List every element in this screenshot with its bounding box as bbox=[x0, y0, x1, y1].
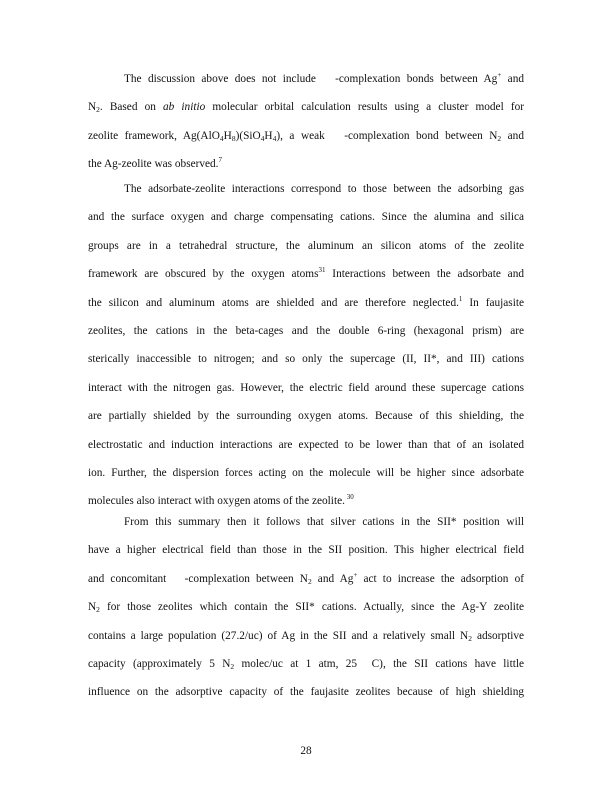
text-line: interact with the nitrogen gas. However, the electric field around these supercage cations bbox=[88, 381, 524, 394]
paragraph-1 bbox=[88, 72, 524, 186]
text-line: the Ag-zeolite was observed.$^7$ bbox=[88, 156, 222, 171]
text-line: $N_2$. Based on ab initio molecular orbital calculation results using a cluster model for bbox=[88, 101, 525, 115]
text-line: have a higher electrical field than those in the SII position. This higher electrical field bbox=[88, 544, 524, 557]
text-line: From this summary then it follows that silver cations in the SII* position will bbox=[124, 516, 524, 528]
paragraph-3 bbox=[88, 515, 524, 714]
text-line: contains a large population (27.2/uc) of Ag in the SII and a relatively small $N_2$ adsorptive bbox=[88, 629, 525, 643]
text-line: and concomitant -complexation between $N_2$ and Ag+ act to increase the adsorption of bbox=[88, 570, 524, 586]
text-line: groups are in a tetrahedral structure, the aluminum an silicon atoms of the zeolite bbox=[88, 239, 524, 252]
text-line: and the surface oxygen and charge compensating cations. Since the alumina and silica bbox=[88, 211, 524, 224]
text-line: influence on the adsorptive capacity of the faujasite zeolites because of high shielding bbox=[88, 686, 524, 699]
text-line: the silicon and aluminum atoms are shielded and are therefore neglected.$^1$ In faujasite bbox=[88, 294, 524, 309]
paragraph-2 bbox=[88, 182, 524, 523]
text-line: are partially shielded by the surrounding oxygen atoms. Because of this shielding, the bbox=[88, 410, 524, 423]
text-line: The adsorbate-zeolite interactions correspond to those between the adsorbing gas bbox=[124, 183, 524, 195]
text-line: framework are obscured by the oxygen atoms$^{31}$ Interactions between the adsorbate and bbox=[88, 266, 524, 281]
text-line: $N_2$ for those zeolites which contain the SII* cations. Actually, since the Ag-Y zeolite bbox=[88, 601, 524, 615]
text-line: capacity (approximately 5 $N_2$ molec/uc at 1 atm, 25 C), the SII cations have little bbox=[88, 657, 524, 671]
page-number: 28 bbox=[300, 745, 312, 757]
text-line: ion. Further, the dispersion forces acting on the molecule will be higher since adsorbate bbox=[88, 466, 524, 479]
text-line: molecules also interact with oxygen atoms of the zeolite. $^{30}$ bbox=[88, 493, 354, 508]
text-line: zeolites, the cations in the beta-cages and the double 6-ring (hexagonal prism) are bbox=[88, 324, 524, 337]
text-line: sterically inaccessible to nitrogen; and so only the supercage (II, II*, and III) cations bbox=[88, 353, 524, 366]
text-line: zeolite framework, $Ag(AlO_4H_8)(SiO_4H_4)$, a weak -complexation bond between $N_2$ and bbox=[88, 129, 524, 143]
text-line: electrostatic and induction interactions are expected to be lower than that of an isolated bbox=[88, 438, 524, 451]
text-line: The discussion above does not include -complexation bonds between Ag+ and bbox=[124, 71, 524, 85]
